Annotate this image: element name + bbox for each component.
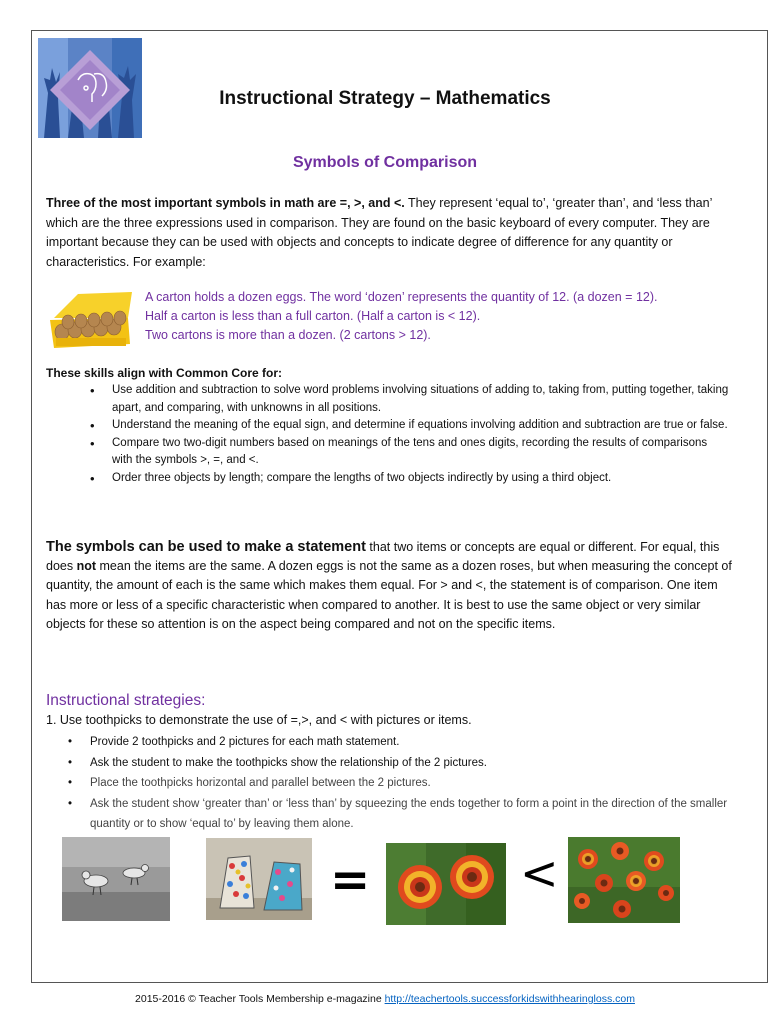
page-title: Instructional Strategy – Mathematics (219, 88, 551, 109)
statement-lead: The symbols can be used to make a statement (46, 539, 366, 555)
list-item: • Ask the student to make the toothpicks show the relationship of the 2 pictures. (68, 753, 736, 774)
many-flowers-photo (568, 837, 680, 923)
list-item: • Understand the meaning of the equal sign, and determine if equations involving addition and subtraction are true or false. (90, 417, 730, 435)
two-birds-photo (62, 837, 170, 921)
intro-paragraph (46, 194, 736, 272)
page-footer (0, 993, 770, 1005)
statement-paragraph (46, 538, 736, 634)
list-item: • Order three objects by length; compare the lengths of two objects indirectly by using a third object. (90, 470, 730, 488)
list-item: • Compare two two-digit numbers based on meanings of the tens and ones digits, recording the results of comparisons with the symbols >, =, and <. (90, 435, 730, 470)
two-beach-chairs-photo (206, 838, 312, 920)
statement-text: that two items or concepts are equal or different. For equal, this does (46, 540, 720, 574)
equal-symbol: = (330, 852, 371, 908)
less-than-symbol: < (520, 846, 559, 900)
egg-carton-image (48, 288, 134, 350)
example-line: A carton holds a dozen eggs. The word ‘dozen’ represents the quantity of 12. (a dozen = 12). (145, 290, 658, 304)
common-core-list (90, 382, 730, 487)
footer-link[interactable]: http://teachertools.successforkidswithhearingloss.com (384, 993, 635, 1005)
intro-bold-text: Three of the most important symbols in math are =, >, and <. (46, 196, 405, 210)
strategies-list (68, 732, 736, 835)
statement-text-rest: mean the items are the same. A dozen eggs is not the same as a dozen roses, but when measuring the concept of quantity, the amount of each is the same which makes them equal. For > and <, the statement is of comparison. One item has more or less of a specific characteristic when compared to another. It is best to use the same object or very similar objects for these so attention is on the aspect being compared and not on the specific items. (46, 559, 732, 631)
common-core-heading: These skills align with Common Core for: (46, 366, 283, 380)
intro-text: They represent ‘equal to’, ‘greater than’, and ‘less than’ which are the three expressions used in comparison. They are found on the basic keyboard of every computer. They are important because they can be used with objects and concepts to indicate degree of difference for any quantity or characteristics. For example: (46, 196, 712, 269)
footer-text: 2015-2016 © Teacher Tools Membership e-magazine (135, 993, 385, 1005)
example-block (145, 288, 745, 345)
strategies-heading: Instructional strategies: (46, 692, 206, 709)
statement-emphasis: not (76, 559, 97, 574)
example-line: Half a carton is less than a full carton. (Half a carton is < 12). (145, 309, 481, 323)
list-item: • Provide 2 toothpicks and 2 pictures for each math statement. (68, 732, 736, 753)
list-item: • Place the toothpicks horizontal and parallel between the 2 pictures. (68, 773, 736, 794)
list-item: • Ask the student show ‘greater than’ or ‘less than’ by squeezing the ends together to form a point in the direction of the smaller quantity or to show ‘equal to’ by leaving them alone. (68, 794, 736, 835)
section-subtitle: Symbols of Comparison (292, 154, 478, 171)
strategies-step: 1. Use toothpicks to demonstrate the use of =,>, and < with pictures or items. (46, 713, 472, 727)
list-item: • Use addition and subtraction to solve word problems involving situations of adding to, taking from, putting together, taking apart, and comparing, with unknowns in all positions. (90, 382, 730, 417)
example-line: Two cartons is more than a dozen. (2 cartons > 12). (145, 328, 431, 342)
two-flowers-photo (386, 843, 506, 925)
